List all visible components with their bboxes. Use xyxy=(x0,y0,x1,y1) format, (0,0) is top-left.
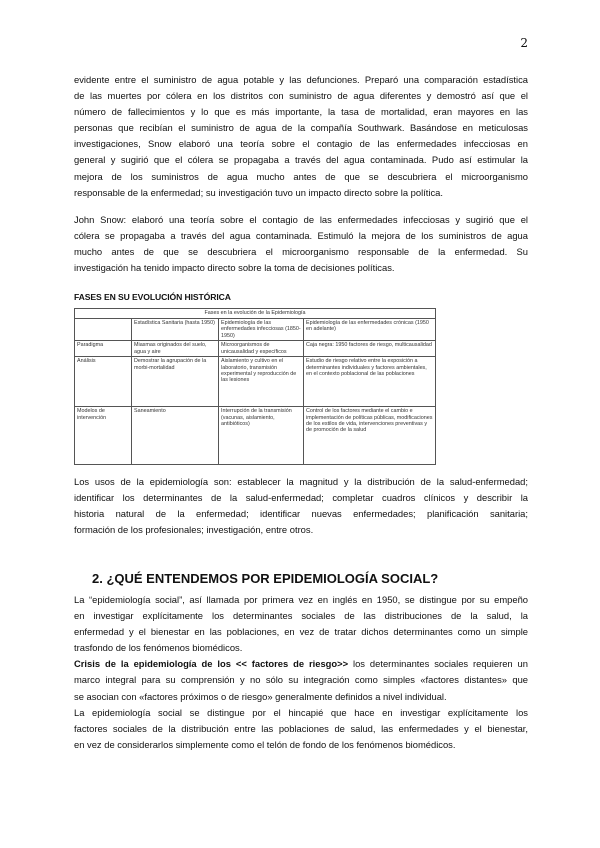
table-cell: Estudio de riesgo relativo entre la exposición a determinantes individuales y factores ambientales, en el contexto poblacional de las poblaciones xyxy=(304,357,436,407)
table-cell: Microorganismos de unicausalidad y específicos xyxy=(219,341,304,357)
table-cell: Modelos de intervención xyxy=(75,407,132,465)
table-header-cell xyxy=(75,319,132,341)
text-line: marco integral para su comprensión y no sólo su integración como simples «factores distantes» que xyxy=(74,674,528,686)
text-line: investigación ha tenido impacto directo sobre la toma de decisiones políticas. xyxy=(74,262,395,274)
table-header-cell: Epidemiología de las enfermedades infecciosas (1850-1950) xyxy=(219,319,304,341)
table-cell: Paradigma xyxy=(75,341,132,357)
text-line: John Snow: elaboró una teoría sobre el contagio de las enfermedades infecciosas y sugirió que el xyxy=(74,214,528,225)
table-cell: Miasmas originados del suelo, agua y aire xyxy=(132,341,219,357)
table-title: FASES EN SU EVOLUCIÓN HISTÓRICA xyxy=(74,292,231,302)
section-heading: 2. ¿QUÉ ENTENDEMOS POR EPIDEMIOLOGÍA SOCIAL? xyxy=(92,571,439,586)
text-line: personas que recibían el suministro de agua de la compañía Southwark. Basándose en meticulosas xyxy=(74,122,528,134)
table-cell: Saneamiento xyxy=(132,407,219,465)
text-line: mucho antes de que se descubriera el microorganismo responsable de la enfermedad. Su xyxy=(74,246,528,258)
text-line: investigaciones, Snow elaboró una teoría sobre el contagio de las enfermedades infecciosas en xyxy=(74,138,528,150)
text-line: identificar los determinantes de la salud-enfermedad; completar cuadros clínicos y describir la xyxy=(74,492,528,504)
table-cell: Aislamiento y cultivo en el laboratorio, transmisión experimental y reproducción de las lesiones xyxy=(219,357,304,407)
text-line: responsable de la enfermedad; su investigación tuvo un impacto directo sobre la política. xyxy=(74,186,443,198)
text-line: enfermedad y el bienestar en las poblaciones, en vez de tratar dichos determinantes como un simple xyxy=(74,626,528,638)
crisis-text: los determinantes sociales requieren un xyxy=(348,658,528,670)
text-line: de las muertes por cólera en los distritos con suministro de agua diferentes y demostró así que el xyxy=(74,90,528,102)
table-cell: Demostrar la agrupación de la morbi-mortalidad xyxy=(132,357,219,407)
text-line: Los usos de la epidemiología son: establecer la magnitud y la distribución de la salud-enfermedad; xyxy=(74,476,528,487)
text-line: factores sociales de la distribución entre las poblaciones de salud, las enfermedades y el bienestar, xyxy=(74,722,528,734)
table-header-cell: Epidemiología de las enfermedades crónicas (1950 en adelante) xyxy=(304,319,436,341)
paragraph-uses xyxy=(74,474,528,538)
phases-table xyxy=(74,308,436,465)
text-line: se asocian con «factores próximos o de riesgo» generalmente definidos a nivel individual. xyxy=(74,690,447,702)
text-line: La epidemiología social se distingue por el hincapié que hace en investigar explícitamente los xyxy=(74,706,528,718)
page-number: 2 xyxy=(520,36,528,50)
crisis-bold-text: Crisis de la epidemiología de los << factores de riesgo>> xyxy=(74,658,349,670)
table-cell: Control de los factores mediante el cambio e implementación de políticas públicas, modificaciones de los estilos de vida, intervenciones preventivas y de promoción de la salud xyxy=(304,407,436,465)
paragraph-snow-history xyxy=(74,72,528,201)
text-line: mejora de los suministros de agua mucho antes de que se descubriera el microorganismo xyxy=(74,170,528,182)
text-line: número de fallecimientos y lo que es más importante, la tasa de mortalidad, eran mayores en las xyxy=(74,106,528,118)
paragraph-john-snow xyxy=(74,212,528,276)
text-line: cólera se propagaba a través del agua contaminada. Estimuló la mejora de los suministros de agua xyxy=(74,230,528,242)
table-cell: Análisis xyxy=(75,357,132,407)
text-line: formación de los profesionales; investigación, entre otros. xyxy=(74,524,314,536)
text-line: en vez de considerarlos simplemente como el telón de fondo de los fenómenos biomédicos. xyxy=(74,738,456,750)
text-line xyxy=(74,656,528,672)
text-line: evidente entre el suministro de agua potable y las defunciones. Preparó una comparación estadística xyxy=(74,74,528,85)
text-line: La “epidemiología social”, así llamada por primera vez en inglés en 1950, se distingue por su empeño xyxy=(74,594,528,605)
text-line: general y sugirió que el cólera se propagaba a través del agua contaminada. Pudo así estimular la xyxy=(74,154,528,166)
text-line: trasfondo de los fenómenos biomédicos. xyxy=(74,642,243,654)
paragraph-social-epidemiology xyxy=(74,592,528,753)
table-header-cell: Estadística Sanitaria (hasta 1950) xyxy=(132,319,219,341)
table-cell: Caja negra: 1950 factores de riesgo, multicausalidad xyxy=(304,341,436,357)
table-caption: Fases en la evolución de la Epidemiología xyxy=(75,309,436,319)
text-line: historia natural de la enfermedad; identificar nuevas enfermedades; planificación sanitaria; xyxy=(74,508,528,520)
table-cell: Interrupción de la transmisión (vacunas, aislamiento, antibióticos) xyxy=(219,407,304,465)
text-line: en investigar explícitamente los determinantes sociales de las distribuciones de la salud, la xyxy=(74,610,528,622)
